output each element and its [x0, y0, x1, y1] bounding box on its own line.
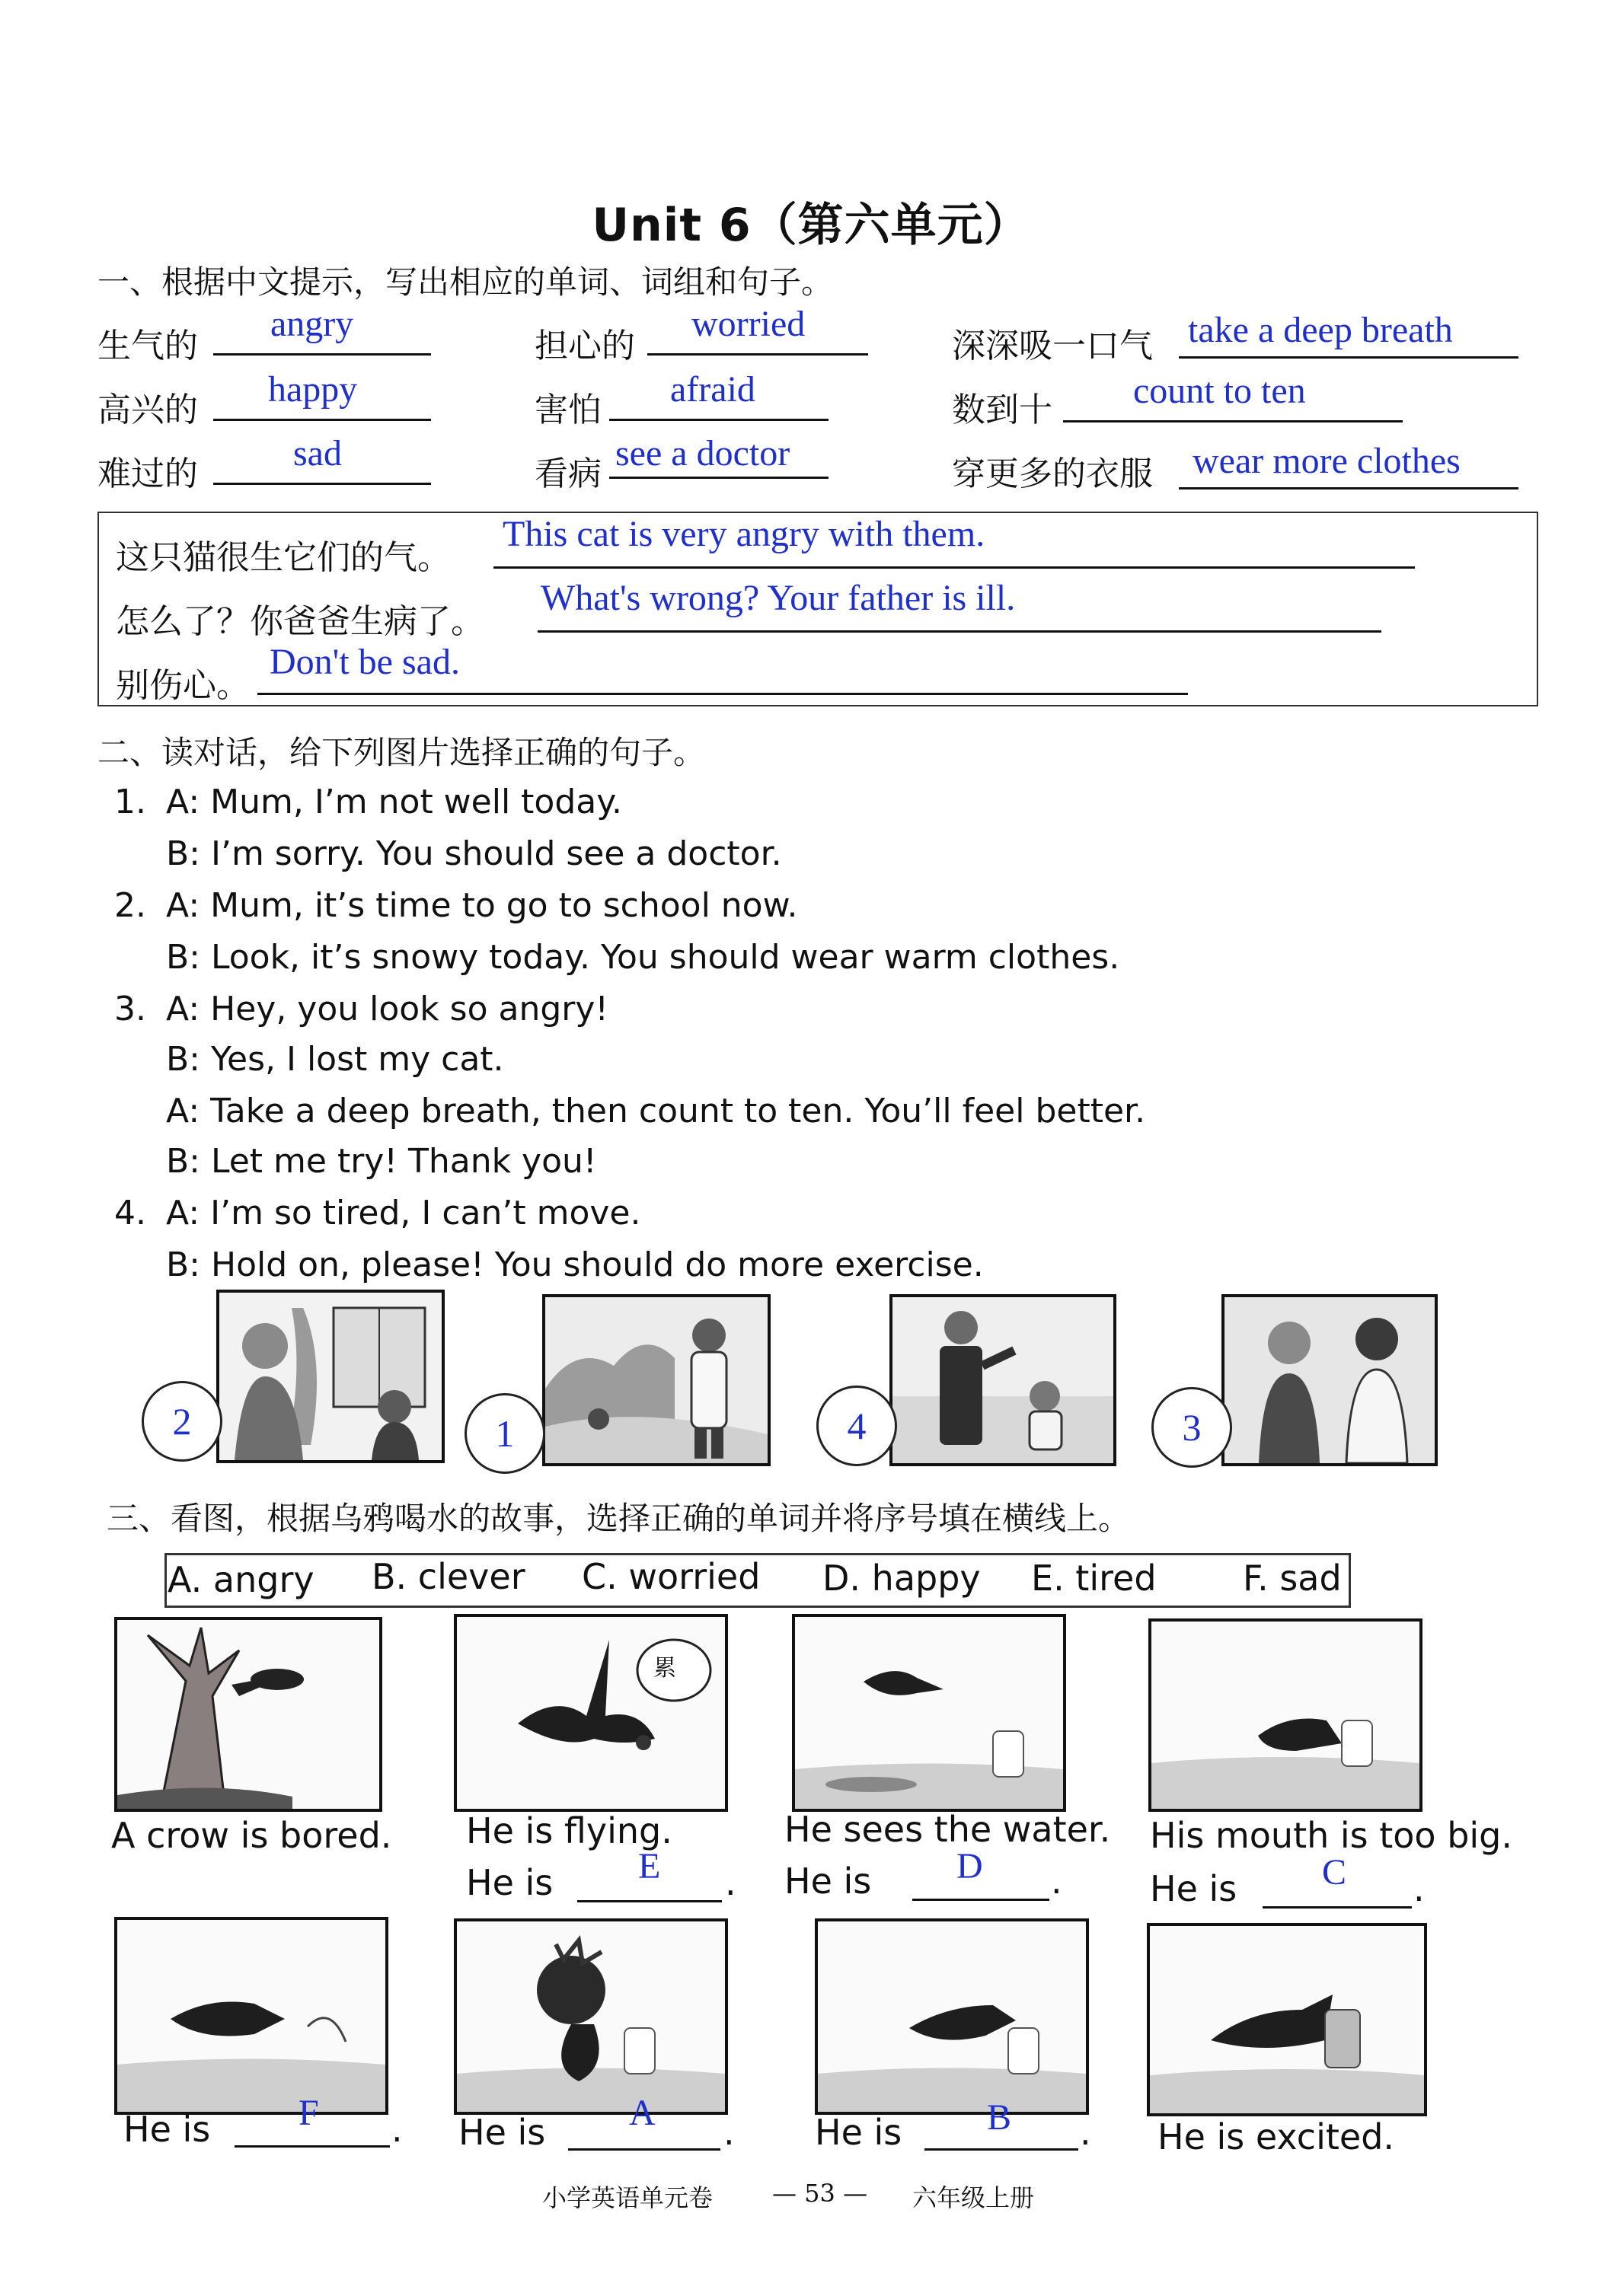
answer-count-ten: count to ten — [1133, 371, 1306, 411]
caption-line: He is — [458, 2112, 546, 2153]
prompt-sad: 难过的 — [97, 454, 198, 493]
prompt-afraid: 害怕 — [535, 391, 602, 429]
picture-crow-clever — [815, 1918, 1089, 2115]
picture-crow-sees-water — [792, 1614, 1066, 1812]
section2-heading: 二、读对话，给下列图片选择正确的句子。 — [97, 734, 706, 771]
answer-more-clothes: wear more clothes — [1193, 441, 1461, 481]
answer-line — [568, 2148, 720, 2151]
answer-circle — [816, 1386, 897, 1466]
prompt-happy: 高兴的 — [97, 391, 198, 429]
prompt-more-clothes: 穿更多的衣服 — [952, 454, 1153, 493]
dialog-num-4: 4. — [114, 1194, 146, 1233]
dialog-line: B: Look, it’s snowy today. You should wear warm clothes. — [166, 938, 1120, 977]
dialog-num-2: 2. — [114, 886, 146, 925]
footer-right: 六年级上册 — [912, 2183, 1035, 2212]
answer-see-doctor: see a doctor — [615, 433, 790, 474]
caption-period: . — [1051, 1861, 1062, 1902]
answer-line — [257, 693, 1188, 695]
answer-circle-value: 1 — [495, 1412, 515, 1455]
picture-crow-excited — [1147, 1923, 1427, 2116]
answer-sad: sad — [293, 433, 342, 474]
caption-line: He is — [815, 2112, 902, 2153]
caption-line1: A crow is bored. — [111, 1815, 392, 1856]
answer-line — [213, 483, 431, 485]
sentence-answer-2: What's wrong? Your father is ill. — [541, 578, 1016, 618]
picture-angry-boys — [1221, 1294, 1438, 1466]
answer-circle — [465, 1393, 545, 1474]
answer-line — [1263, 1906, 1412, 1909]
answer-letter: C — [1322, 1852, 1347, 1893]
prompt-angry: 生气的 — [97, 327, 198, 365]
dialog-line: B: I’m sorry. You should see a doctor. — [166, 834, 782, 873]
answer-line — [647, 353, 868, 356]
sentence-answer-3: Don't be sad. — [270, 642, 460, 682]
caption-line: He is excited. — [1157, 2116, 1395, 2157]
footer-left: 小学英语单元卷 — [542, 2183, 714, 2212]
answer-line — [213, 353, 431, 356]
section3-heading: 三、看图，根据乌鸦喝水的故事，选择正确的单词并将序号填在横线上。 — [107, 1500, 1131, 1537]
picture-man-tired-boy — [889, 1294, 1116, 1466]
answer-letter: F — [299, 2093, 319, 2133]
page-title: Unit 6（第六单元） — [592, 199, 1030, 252]
answer-line — [538, 630, 1381, 633]
caption-period: . — [391, 2109, 403, 2150]
option-e: E. tired — [1031, 1558, 1157, 1599]
answer-line — [609, 477, 829, 479]
answer-happy: happy — [268, 369, 358, 410]
prompt-see-doctor: 看病 — [535, 454, 602, 493]
caption-line1: His mouth is too big. — [1150, 1815, 1512, 1856]
section1-heading: 一、根据中文提示，写出相应的单词、词组和句子。 — [97, 263, 834, 301]
option-d: D. happy — [822, 1558, 981, 1599]
caption-line2: He is — [1150, 1868, 1237, 1909]
caption-period: . — [1413, 1868, 1425, 1909]
picture-crow-tree — [114, 1617, 382, 1812]
answer-deep-breath: take a deep breath — [1188, 310, 1453, 350]
caption-line2: He is — [784, 1861, 872, 1902]
dialog-line: A: I’m so tired, I can’t move. — [166, 1194, 641, 1233]
answer-circle-value: 3 — [1182, 1406, 1202, 1449]
sentence-prompt-3: 别伤心。 — [116, 666, 250, 705]
answer-line — [235, 2145, 390, 2148]
sentence-prompt-2: 怎么了？你爸爸生病了。 — [116, 602, 484, 641]
picture-crow-flying — [454, 1614, 728, 1812]
dialog-num-1: 1. — [114, 783, 146, 821]
dialog-num-3: 3. — [114, 990, 146, 1028]
answer-letter: A — [629, 2093, 656, 2133]
dialog-line: A: Take a deep breath, then count to ten. You’ll feel better. — [166, 1092, 1146, 1130]
caption-period: . — [1080, 2112, 1091, 2153]
answer-line — [1179, 487, 1518, 489]
dialog-line: A: Hey, you look so angry! — [166, 990, 609, 1028]
sentence-answer-1: This cat is very angry with them. — [503, 514, 985, 554]
prompt-count-ten: 数到十 — [952, 391, 1052, 429]
caption-line1: He is flying. — [466, 1810, 672, 1851]
caption-line2: He is — [466, 1862, 554, 1903]
prompt-deep-breath: 深深吸一口气 — [952, 327, 1153, 365]
answer-circle-value: 4 — [847, 1405, 867, 1447]
answer-line — [577, 1900, 722, 1902]
option-f: F. sad — [1243, 1558, 1342, 1599]
prompt-worried: 担心的 — [535, 327, 635, 365]
answer-line — [609, 419, 829, 421]
dialog-line: A: Mum, I’m not well today. — [166, 783, 622, 821]
dialog-line: B: Yes, I lost my cat. — [166, 1040, 504, 1079]
picture-boy-snowy — [542, 1294, 771, 1466]
dialog-line: B: Let me try! Thank you! — [166, 1142, 597, 1181]
answer-line — [912, 1899, 1049, 1901]
bubble-text: 累 — [653, 1655, 676, 1682]
answer-line — [1179, 356, 1518, 359]
sentence-prompt-1: 这只猫很生它们的气。 — [116, 538, 451, 577]
caption-line1: He sees the water. — [784, 1809, 1111, 1850]
answer-worried: worried — [691, 304, 806, 344]
caption-line: He is — [123, 2109, 211, 2150]
dialog-line: B: Hold on, please! You should do more exercise. — [166, 1245, 984, 1284]
picture-crow-angry — [454, 1918, 728, 2115]
answer-letter: B — [987, 2097, 1012, 2138]
option-b: B. clever — [372, 1556, 525, 1597]
answer-line — [213, 419, 431, 421]
answer-afraid: afraid — [670, 369, 755, 410]
option-c: C. worried — [582, 1556, 761, 1597]
answer-line — [1063, 420, 1403, 423]
answer-circle — [1151, 1387, 1232, 1468]
answer-angry: angry — [270, 304, 354, 344]
picture-crow-jar — [1148, 1618, 1422, 1812]
dialog-line: A: Mum, it’s time to go to school now. — [166, 886, 798, 925]
caption-period: . — [725, 1862, 736, 1903]
answer-letter: E — [638, 1846, 661, 1886]
picture-crow-sad — [114, 1917, 388, 2115]
option-a: A. angry — [168, 1559, 315, 1600]
footer-page-number: — 53 — — [772, 2179, 868, 2208]
answer-letter: D — [956, 1846, 983, 1886]
caption-period: . — [723, 2112, 735, 2153]
answer-line — [924, 2148, 1078, 2151]
answer-circle — [142, 1381, 222, 1462]
answer-circle-value: 2 — [172, 1400, 192, 1443]
answer-line — [493, 566, 1415, 569]
picture-mother-boy-window — [216, 1290, 445, 1463]
